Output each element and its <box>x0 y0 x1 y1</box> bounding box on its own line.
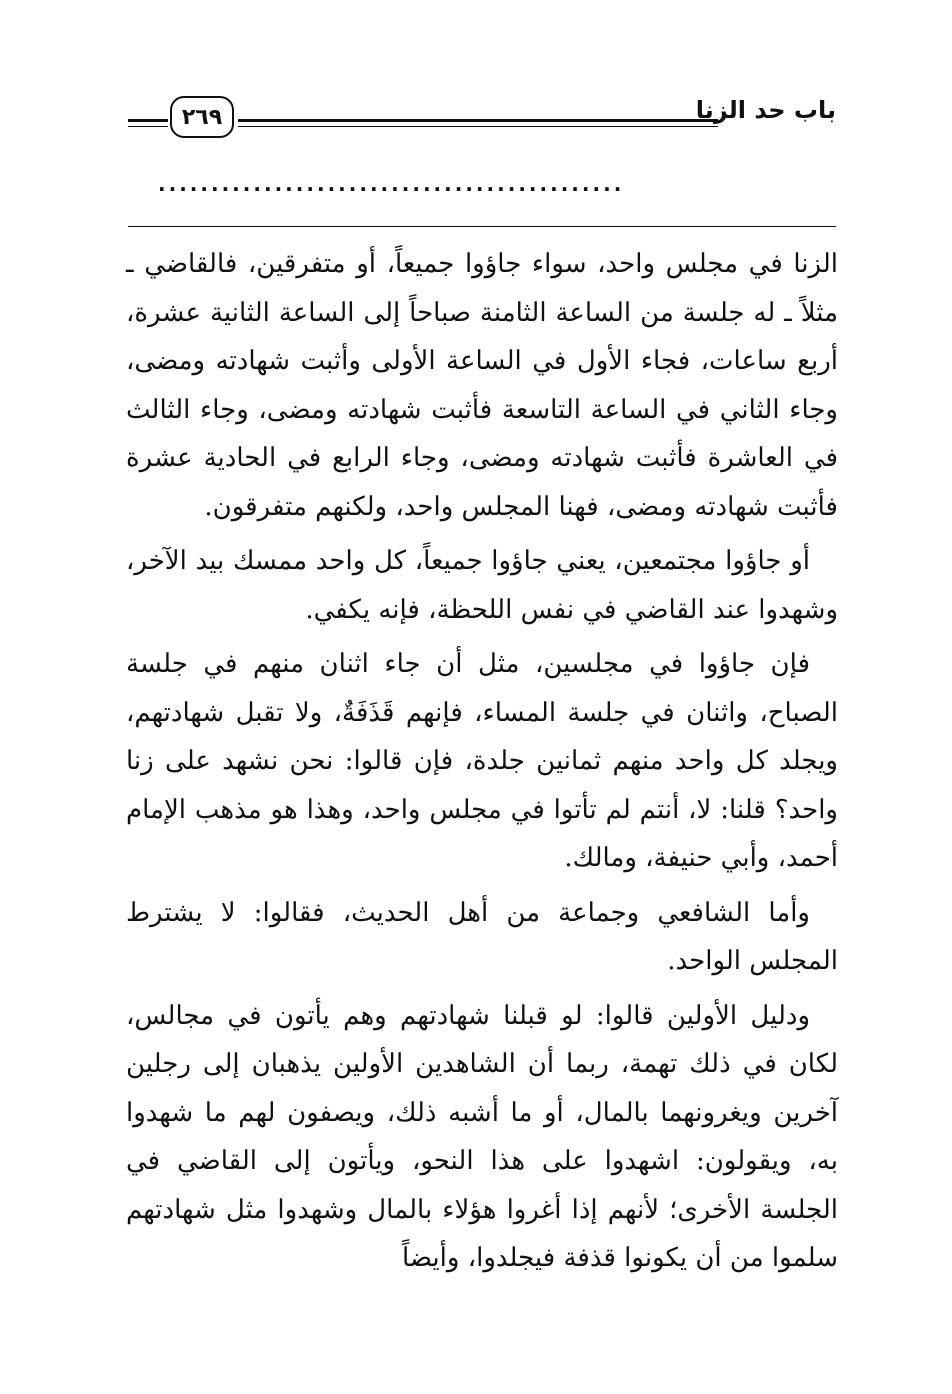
paragraph-1: الزنا في مجلس واحد، سواء جاؤوا جميعاً، أو متفرقين، فالقاضي ـ مثلاً ـ له جلسة من الساعة الثامنة صباحاً إلى الساعة الثانية عشرة، أربع ساعات، فجاء الأول في الساعة الأولى وأثبت شهادته ومضى، وجاء الثاني في الساعة التاسعة فأثبت شهادته ومضى، وجاء الثالث في العاشرة فأثبت شهادته ومضى، وجاء الرابع في الحادية عشرة فأثبت شهادته ومضى، فهنا المجلس واحد، ولكنهم متفرقون. <box>126 249 838 522</box>
header-rule <box>238 119 718 127</box>
page-body <box>126 240 838 1289</box>
dotted-separator: ............................................ <box>158 172 625 196</box>
chapter-title: باب حد الزنا <box>695 96 836 124</box>
paragraph-3: فإن جاؤوا في مجلسين، مثل أن جاء اثنان منهم في جلسة الصباح، واثنان في جلسة المساء، فإنهم قَذَفَةٌ، ولا تقبل شهادتهم، ويجلد كل واحد منهم ثمانين جلدة، فإن قالوا: نحن نشهد على زنا واحد؟ قلنا: لا، أنتم لم تأتوا في مجلس واحد، وهذا هو مذهب الإمام أحمد، وأبي حنيفة، ومالك. <box>126 649 838 873</box>
paragraph-4: وأما الشافعي وجماعة من أهل الحديث، فقالوا: لا يشترط المجلس الواحد. <box>126 897 838 976</box>
paragraph-2: أو جاؤوا مجتمعين، يعني جاؤوا جميعاً، كل واحد ممسك بيد الآخر، وشهدوا عند القاضي في نفس اللحظة، فإنه يكفي. <box>126 546 838 625</box>
text-divider <box>128 226 836 227</box>
paragraph-5: ودليل الأولين قالوا: لو قبلنا شهادتهم وهم يأتون في مجالس، لكان في ذلك تهمة، ربما أن الشاهدين الأولين يذهبان إلى رجلين آخرين ويغرونهما بالمال، أو ما أشبه ذلك، ويصفون لهم ما شهدوا به، ويقولون: اشهدوا على هذا النحو، ويأتون إلى القاضي في الجلسة الأخرى؛ لأنهم إذا أغروا هؤلاء بالمال وشهدوا مثل شهادتهم سلموا من أن يكونوا قذفة فيجلدوا، وأيضاً <box>126 1000 838 1273</box>
page-header <box>128 92 836 142</box>
header-rule-left <box>128 119 168 127</box>
page-number: ٢٦٩ <box>170 96 234 138</box>
